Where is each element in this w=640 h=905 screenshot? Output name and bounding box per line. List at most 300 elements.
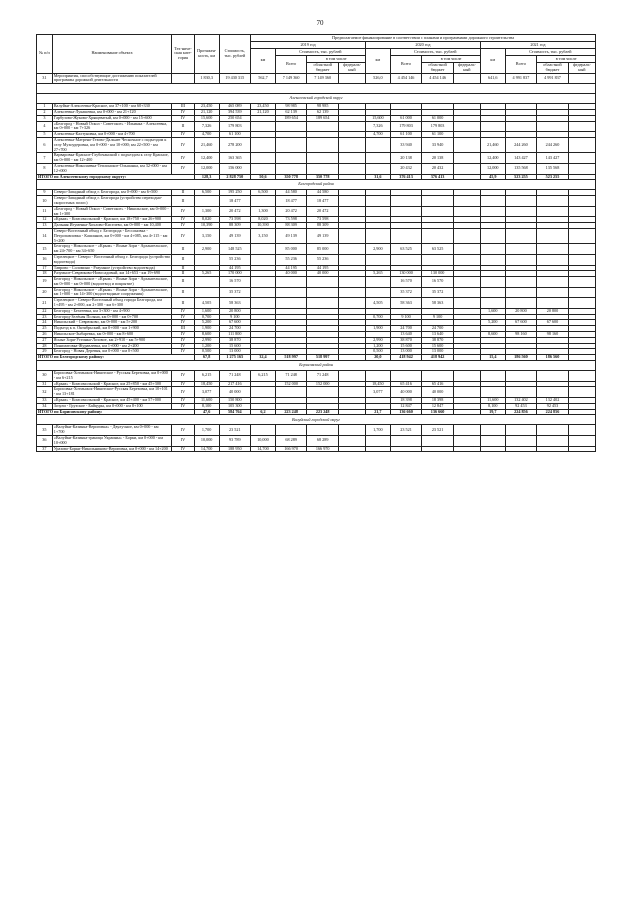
year-value-cell [505, 425, 537, 436]
year-value-cell [505, 436, 537, 447]
cost-cell: 73 598 [219, 217, 251, 223]
year-value-cell: 5,200 [480, 320, 505, 326]
length-cell: 4,700 [194, 132, 219, 138]
year-value-cell [505, 371, 537, 382]
year-value-cell: 224 856 [537, 409, 569, 415]
year-value-cell [307, 387, 339, 398]
table-row [37, 137, 596, 152]
object-name: Дальняя Игуменка-Хохлово-Киселево, км 0+000 - км 10,400 [52, 223, 171, 229]
object-name: Пониматовка-Журавлевка, км 1+000 - км 2+200 [52, 343, 171, 349]
row-number: 3 [37, 115, 53, 121]
year-value-cell [275, 137, 307, 152]
total-label: ИТОГО по Борисовскому району: [37, 409, 195, 415]
year-value-cell [480, 228, 505, 243]
year-value-cell [275, 121, 307, 132]
table-row [37, 244, 596, 255]
year-value-cell [453, 73, 480, 84]
year-value-cell [338, 73, 365, 84]
year-value-cell: 523 255 [537, 174, 569, 180]
year-value-cell: 152 000 [275, 381, 307, 387]
blank-row [37, 84, 596, 94]
year-value-cell [568, 163, 595, 174]
total-header: Всего [505, 56, 537, 74]
year-value-cell: 0,500 [365, 349, 390, 355]
object-name: Северо-Восточный обход г. Белгорода - Бессоновка - Петропавловка - Кашлянов, км 0+000 - км 4+085, км 4+115 - км 5+200 [52, 228, 171, 243]
year-value-cell: 61 100 [422, 132, 454, 138]
year-value-cell: 244 260 [505, 137, 537, 152]
year-value-cell [251, 298, 276, 309]
year-value-cell: 143 427 [537, 153, 569, 164]
year-value-cell: 136 660 [390, 409, 422, 415]
year-value-cell: 7 149 360 [275, 73, 307, 84]
year-value-cell [568, 206, 595, 217]
length-cell: 7,326 [194, 121, 219, 132]
object-name: Белгород-Зелёная Поляна, км 0+000 - км 0+700 [52, 314, 171, 320]
cost-cell: 394 539 [219, 109, 251, 115]
length-cell: 0,500 [194, 349, 219, 355]
length-cell: 2,990 [194, 337, 219, 343]
year-value-cell: 55 236 [275, 254, 307, 265]
year-value-cell [480, 244, 505, 255]
length-cell: 8,020 [194, 217, 219, 223]
year-value-cell [568, 436, 595, 447]
table-row [37, 277, 596, 288]
year-value-cell: 350 778 [275, 174, 307, 180]
year-value-cell: 418 942 [390, 355, 422, 361]
year-value-cell [537, 371, 569, 382]
year-value-cell: 67 600 [537, 320, 569, 326]
year-value-cell [453, 254, 480, 265]
year-value-cell [568, 425, 595, 436]
year-header: 2019 год [251, 42, 366, 49]
year-value-cell [390, 228, 422, 243]
object-name: «Белгород - Новый Оскол - Советское» - Никольское, км 0+000 - км 1+300 [52, 206, 171, 217]
year-value-cell: 2,990 [365, 337, 390, 343]
year-value-cell: 85 000 [275, 244, 307, 255]
year-value-cell [568, 121, 595, 132]
year-value-cell: 143 427 [505, 153, 537, 164]
year-value-cell: 523 255 [505, 174, 537, 180]
incl-header: в том числе [307, 56, 366, 63]
row-number: 20 [37, 287, 53, 298]
cost-cell: 188 950 [219, 446, 251, 452]
row-number: 29 [37, 349, 53, 355]
col-category-header: Тех-ниче-ская кате-гория [172, 35, 195, 74]
year-value-cell: 5,265 [365, 271, 390, 277]
year-value-cell [390, 446, 422, 452]
year-value-cell [480, 436, 505, 447]
category-cell: IV [172, 425, 195, 436]
year-value-cell: 13 640 [390, 332, 422, 338]
cost-cell: 49 139 [219, 228, 251, 243]
year-value-cell [307, 153, 339, 164]
year-value-cell: 641,6 [480, 73, 505, 84]
table-body [37, 73, 596, 452]
category-cell: II [172, 271, 195, 277]
year-value-cell: 21,460 [480, 137, 505, 152]
year-value-cell [568, 371, 595, 382]
year-value-cell: 376 413 [390, 174, 422, 180]
category-cell: IV [172, 109, 195, 115]
row-number: 22 [37, 308, 53, 314]
year-value-cell [505, 446, 537, 452]
row-number: 31 [37, 381, 53, 387]
year-value-cell [307, 298, 339, 309]
year-value-cell [422, 371, 454, 382]
object-name: Ясные Зори-Устинка-Лозовое, км 2+910 - км 5+900 [52, 337, 171, 343]
category-cell: II [172, 265, 195, 271]
length-cell: 128,3 [194, 174, 219, 180]
row-number: 32 [37, 387, 53, 398]
year-value-cell: 223 248 [307, 409, 339, 415]
year-value-cell [365, 163, 390, 174]
category-cell: IV [172, 343, 195, 349]
length-cell: 12,000 [194, 163, 219, 174]
row-number: 7 [37, 153, 53, 164]
year-value-cell [453, 425, 480, 436]
year-value-cell [307, 121, 339, 132]
cost-cell: 163 365 [219, 153, 251, 164]
year-value-cell [338, 277, 365, 288]
year-value-cell [338, 137, 365, 152]
year-value-cell: 62 139 [307, 109, 339, 115]
year-value-cell: 15 600 [390, 343, 422, 349]
km-header: км [251, 49, 276, 74]
year-value-cell: 6,215 [251, 371, 276, 382]
year-value-cell [537, 244, 569, 255]
cost-cell: 23 521 [219, 425, 251, 436]
year-value-cell: 88 309 [307, 223, 339, 229]
year-value-cell: 8,600 [480, 332, 505, 338]
year-value-cell [307, 137, 339, 152]
col-name-header: Наименование объекта [52, 35, 171, 74]
year-value-cell [505, 206, 537, 217]
year-value-cell: 16 570 [422, 277, 454, 288]
cost-cell: 156 000 [219, 163, 251, 174]
year-value-cell: 179 803 [390, 121, 422, 132]
row-number: 13 [37, 223, 53, 229]
year-value-cell [251, 387, 276, 398]
cost-cell: 170 000 [219, 271, 251, 277]
year-value-cell [537, 254, 569, 265]
year-value-cell [537, 387, 569, 398]
cost-cell: 9 100 [219, 314, 251, 320]
length-cell: 8,100 [194, 403, 219, 409]
year-value-cell [251, 163, 276, 174]
row-number: 16 [37, 254, 53, 265]
year-value-cell [568, 153, 595, 164]
year-value-cell: 526,0 [365, 73, 390, 84]
year-value-cell [568, 277, 595, 288]
year-value-cell: 71 248 [275, 371, 307, 382]
category-cell: IV [172, 349, 195, 355]
year-value-cell: 10,390 [251, 223, 276, 229]
cost-cell: 15 600 [219, 343, 251, 349]
length-cell: 1,300 [194, 206, 219, 217]
year-value-cell [568, 298, 595, 309]
object-name: Таврово - Соломино - Разумное (устройство водоотвода) [52, 265, 171, 271]
category-cell: II [172, 254, 195, 265]
year-value-cell [568, 254, 595, 265]
object-name: Белгород - Никольское - «Крым» - Ясные Зори - Архангельское, км 0+000 - км 0+000 (водоотвод и покрытие) [52, 277, 171, 288]
year-value-cell: 40 000 [307, 271, 339, 277]
year-value-cell: 98 985 [307, 104, 339, 110]
table-row [37, 228, 596, 243]
year-value-cell [307, 287, 339, 298]
year-value-cell: 20 472 [307, 206, 339, 217]
year-value-cell: 92 453 [537, 403, 569, 409]
section-title: Алексеевский городской округ [37, 94, 596, 104]
year-value-cell [480, 298, 505, 309]
object-name: «Белгород - Новый Оскол - Советское» - Ильинка - Алексеевка, км 0+000 - км 7+326 [52, 121, 171, 132]
year-value-cell: 186 560 [505, 355, 537, 361]
year-value-cell [338, 287, 365, 298]
year-value-cell: 58 363 [422, 298, 454, 309]
object-name: Борисовка-Хотмыжск-Никитское - Русская Березовка, км 0+000 - км 6+215 [52, 371, 171, 382]
km-header: км [365, 49, 390, 74]
year-value-cell [568, 287, 595, 298]
row-number: 37 [37, 446, 53, 452]
year-value-cell [275, 163, 307, 174]
year-value-cell [338, 371, 365, 382]
year-value-cell: 135 568 [537, 163, 569, 174]
year-value-cell [568, 387, 595, 398]
row-number: 1 [37, 104, 53, 110]
object-name: Алексеевка-Николаевка-Теплинское-Ольшанка, км 32+000 - км 12+000 [52, 163, 171, 174]
cost-cell: 61 100 [219, 132, 251, 138]
year-value-cell [390, 254, 422, 265]
row-number: 34 [37, 403, 53, 409]
section-row [37, 180, 596, 190]
year-value-cell [307, 163, 339, 174]
year-value-cell [251, 121, 276, 132]
year-value-cell: 10,000 [251, 436, 276, 447]
row-number: 4 [37, 121, 53, 132]
length-cell: 5,265 [194, 271, 219, 277]
year-value-cell [251, 277, 276, 288]
year-value-cell [422, 196, 454, 207]
year-value-cell [365, 277, 390, 288]
year-value-cell [453, 387, 480, 398]
category-cell: IV [172, 337, 195, 343]
year-header: 2020 год [365, 42, 480, 49]
year-value-cell: 98 985 [275, 104, 307, 110]
length-cell: 4,505 [194, 298, 219, 309]
year-value-cell [338, 436, 365, 447]
row-number: 33 [37, 398, 53, 404]
category-cell: IV [172, 314, 195, 320]
row-number: 10 [37, 196, 53, 207]
year-value-cell [537, 287, 569, 298]
category-cell: IV [172, 387, 195, 398]
length-cell: 3,077 [194, 387, 219, 398]
year-value-cell: 67 600 [505, 320, 537, 326]
row-number: 35 [37, 425, 53, 436]
year-value-cell: 44 580 [275, 190, 307, 196]
length-cell: 47,6 [194, 409, 219, 415]
regional-header: областной бюджет [307, 63, 339, 74]
year-value-cell: 350 778 [307, 174, 339, 180]
year-value-cell: 224 856 [505, 409, 537, 415]
length-cell [194, 287, 219, 298]
table-row [37, 254, 596, 265]
year-value-cell: 65 416 [390, 381, 422, 387]
object-name: Белгород - Новая Деревня, км 0+000 - км 0+500 [52, 349, 171, 355]
length-cell [194, 254, 219, 265]
year-value-cell [568, 446, 595, 452]
year-value-cell [275, 277, 307, 288]
object-name: Алексеевка-Матрено-Гезово-Дальнее Чесночное с подъездом к селу Мухоудеровка, км 0+000 - км 10+000; км 22+500 - км 27+700 [52, 137, 171, 152]
category-cell: II [172, 287, 195, 298]
year-value-cell [390, 206, 422, 217]
category-cell: IV [172, 163, 195, 174]
category-cell: IV [172, 446, 195, 452]
year-value-cell: 7 149 360 [307, 73, 339, 84]
year-value-cell [338, 153, 365, 164]
year-value-cell [338, 446, 365, 452]
year-value-cell: 8,100 [480, 403, 505, 409]
category-cell [172, 73, 195, 84]
year-value-cell: 21,120 [251, 109, 276, 115]
row-number: 17 [37, 265, 53, 271]
year-value-cell [453, 244, 480, 255]
year-value-cell: 9 100 [422, 314, 454, 320]
category-cell: IV [172, 436, 195, 447]
year-value-cell: 1,300 [251, 206, 276, 217]
year-value-cell: 49 139 [275, 228, 307, 243]
year-value-cell [537, 228, 569, 243]
year-value-cell: 4,505 [365, 298, 390, 309]
year-value-cell: 13 640 [422, 332, 454, 338]
year-value-cell [365, 371, 390, 382]
year-value-cell: 7,326 [365, 121, 390, 132]
year-value-cell: 2,900 [365, 244, 390, 255]
year-value-cell [453, 153, 480, 164]
length-cell: 18,450 [194, 381, 219, 387]
object-name: Зозули - Грузское - Байцуры, км 0+000 - км 8+100 [52, 403, 171, 409]
object-name: Варваровка-Красное-Глубочанский с подъездом к селу Красное, км 0+000 - км 12+400 [52, 153, 171, 164]
section-row [37, 361, 596, 371]
length-cell: 1,700 [194, 425, 219, 436]
length-cell: 3,150 [194, 228, 219, 243]
length-cell: 11,600 [194, 398, 219, 404]
table-row [37, 287, 596, 298]
category-cell: III [172, 326, 195, 332]
cost-cell: 44 195 [219, 265, 251, 271]
year-value-cell [453, 436, 480, 447]
year-value-cell: 16 570 [390, 277, 422, 288]
object-name: Подъезд к п. Октябрьский, км 0+000 - км 1+900 [52, 326, 171, 332]
total-header: Всего [275, 56, 307, 74]
year-value-cell: 62 139 [275, 109, 307, 115]
length-cell: 6,500 [194, 190, 219, 196]
year-value-cell [275, 425, 307, 436]
table-row [37, 436, 596, 447]
year-value-cell: 13 000 [422, 349, 454, 355]
year-value-cell [422, 254, 454, 265]
year-value-cell [505, 121, 537, 132]
year-value-cell [505, 277, 537, 288]
incl-header: в том числе [422, 56, 481, 63]
blank-cell [37, 84, 596, 94]
year-value-cell [480, 196, 505, 207]
length-cell: 67,8 [194, 355, 219, 361]
year-value-cell [537, 206, 569, 217]
year-value-cell [453, 121, 480, 132]
year-value-cell [453, 298, 480, 309]
object-name: Борисовка-Хотмыжск-Никитское-Русская Березовка, км 10+101 - км 13+181 [52, 387, 171, 398]
year-value-cell: 19,7 [480, 409, 505, 415]
year-value-cell: 244 260 [537, 137, 569, 152]
year-value-cell [422, 206, 454, 217]
row-number: 25 [37, 326, 53, 332]
row-number: 26 [37, 332, 53, 338]
year-value-cell: 21,7 [365, 409, 390, 415]
cost-cell: 67 600 [219, 320, 251, 326]
year-value-cell: 132 402 [505, 398, 537, 404]
row-number: 30 [37, 371, 53, 382]
year-value-cell: 20 800 [505, 308, 537, 314]
year-value-cell [453, 228, 480, 243]
year-value-cell: 6,2 [251, 409, 276, 415]
year-value-cell: 166 970 [307, 446, 339, 452]
col-num-header: № п/п [37, 35, 53, 74]
cost-cell: 217 416 [219, 381, 251, 387]
section-title: Борисовский район [37, 361, 596, 371]
year-value-cell [537, 196, 569, 207]
length-cell: 0,700 [194, 314, 219, 320]
category-cell: II [172, 277, 195, 288]
cost-cell: 24 700 [219, 326, 251, 332]
year-value-cell: 88 309 [275, 223, 307, 229]
cost-cell: 148 525 [219, 244, 251, 255]
year-value-cell [453, 206, 480, 217]
year-value-cell: 4 454 146 [390, 73, 422, 84]
category-cell: IV [172, 398, 195, 404]
year-value-cell [365, 228, 390, 243]
year-value-cell: 166 970 [275, 446, 307, 452]
object-name: Уразово-Борки-Никольниково-Вериговка, км 0+000 - км 14+200 [52, 446, 171, 452]
row-number: 6 [37, 137, 53, 152]
object-name: Мероприятия, способствующие достижению показателей программы дорожной деятельности [52, 73, 171, 84]
length-cell: 21,120 [194, 109, 219, 115]
length-cell: 6,215 [194, 371, 219, 382]
length-cell: 10,000 [194, 436, 219, 447]
total-label: ИТОГО по Алексеевскому городскому округу: [37, 174, 195, 180]
cost-cell: 105 300 [219, 403, 251, 409]
year-value-cell [505, 254, 537, 265]
year-value-cell: 38 870 [422, 337, 454, 343]
cost-cell: 195 250 [219, 190, 251, 196]
category-cell: IV [172, 371, 195, 382]
year-value-cell: 518 997 [275, 355, 307, 361]
year-value-cell: 12,000 [480, 163, 505, 174]
year-value-cell: 65 416 [422, 381, 454, 387]
cost-cell: 88 309 [219, 223, 251, 229]
year-value-cell: 35 372 [390, 287, 422, 298]
year-value-cell: 85 000 [307, 244, 339, 255]
year-value-cell: 73 598 [307, 217, 339, 223]
cost-cell: 19 430 315 [219, 73, 251, 84]
year-value-cell: 50,6 [251, 174, 276, 180]
object-name: Белгород - Бехтеевка, км 3+300 - км 4+900 [52, 308, 171, 314]
row-number: 23 [37, 314, 53, 320]
year-value-cell [505, 298, 537, 309]
year-value-cell [480, 206, 505, 217]
road-program-table [36, 34, 596, 452]
year-value-cell [338, 206, 365, 217]
year-value-cell [251, 425, 276, 436]
